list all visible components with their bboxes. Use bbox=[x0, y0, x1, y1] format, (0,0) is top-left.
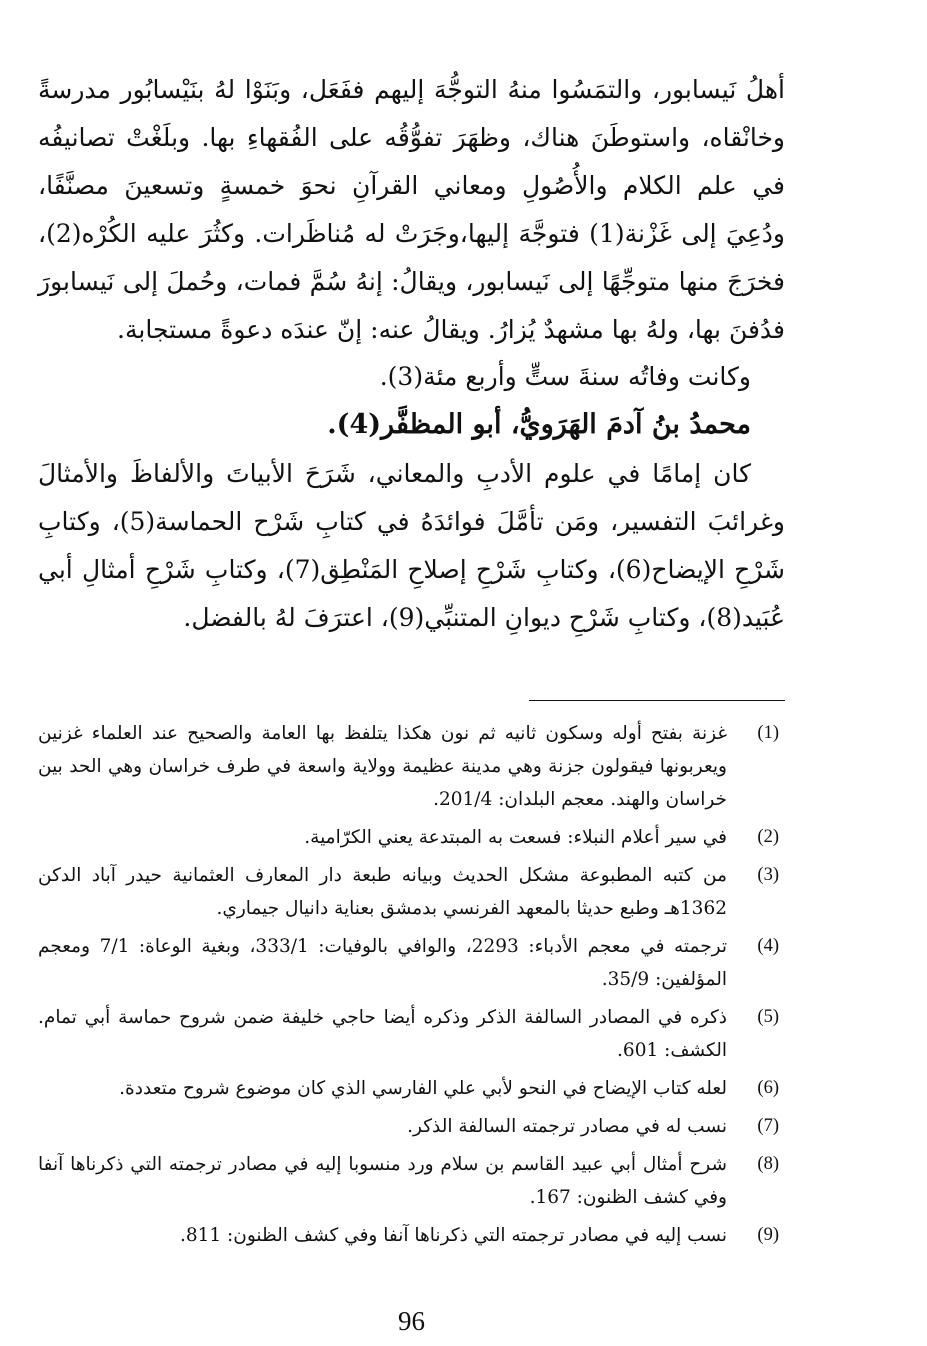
footnote-separator bbox=[529, 700, 785, 701]
footnote-number: (6) bbox=[757, 1078, 779, 1098]
footnote-text: ترجمته في معجم الأدباء: 2293، والوافي بالوفيات: 333/1، وبغية الوعاة: 7/1 ومعجم المؤلفين: 35/9. bbox=[38, 936, 728, 990]
footnote-number: (7) bbox=[757, 1116, 779, 1136]
footnote-number: (5) bbox=[757, 1007, 779, 1027]
page-number: 96 bbox=[398, 1306, 425, 1336]
biography-paragraph: كان إمامًا في علوم الأدبِ والمعاني، شَرَحَ الأبياتَ والألفاظَ والأمثالَ وغرائبَ التفسير، ومَن تأمَّلَ فوائدَهُ في كتابِ شَرْح الحماسة(5)، وكتابِ شَرْحِ الإيضاح(6)، وكتابِ شَرْحِ إصلاحِ المَنْطِق(7)، وكتابِ شَرْحِ أمثالِ أبي عُبَيد(8)، وكتابِ شَرْحِ ديوانِ المتنبِّي(9)، اعترَفَ لهُ بالفضل. bbox=[38, 459, 786, 632]
biography-heading: محمدُ بنُ آدمَ الهَرَويُّ، أبو المظفَّر(4). bbox=[327, 409, 751, 440]
footnote-number: (2) bbox=[757, 827, 779, 847]
footnote-text: لعله كتاب الإيضاح في النحو لأبي علي الفارسي الذي كان موضوع شروح متعددة. bbox=[119, 1078, 727, 1099]
body-paragraph: أهلُ نَيسابور، والتمَسُوا منهُ التوجُّهَ إليهم ففَعَل، وبَنَوْا لهُ بنَيْسابُور مدرسةً وخانْقاه، واستوطَنَ هناك، وظهَرَ تفوُّقُه على الفُقهاءِ بها. وبلَغْتْ تصانيفُه في علم الكلام والأُصُولِ ومعاني القرآنِ نحوَ خمسةٍ وتسعينَ مصنَّفًا، ودُعِيَ إلى غَزْنة(1) فتوجَّهَ إليها،وجَرَتْ له مُناظَرات. وكثُرَ عليه الكُرْه(2)، فخرَجَ منها متوجِّهًا إلى نَيسابور، ويقالُ: إنهُ سُمَّ فمات، وحُملَ إلى نَيسابورَ فدُفنَ بها، ولهُ بها مشهدٌ يُزارُ. ويقالُ عنه: إنّ عندَه دعوةً مستجابة. bbox=[38, 75, 785, 344]
footnote-text: نسب إليه في مصادر ترجمته التي ذكرناها آنفا وفي كشف الظنون: 811. bbox=[179, 1225, 727, 1246]
footnote bbox=[38, 930, 785, 996]
footnote-text: ذكره في المصادر السالفة الذكر وذكره أيضا حاجي خليفة ضمن شروح حماسة أبي تمام. الكشف: 601. bbox=[38, 1007, 727, 1061]
footnote bbox=[38, 717, 785, 816]
footnote-text: في سير أعلام النبلاء: فسعت به المبتدعة يعني الكرّامية. bbox=[304, 827, 727, 848]
footnote-number: (9) bbox=[757, 1225, 779, 1245]
footnote-text: من كتبه المطبوعة مشكل الحديث وبيانه طبعة دار المعارف العثمانية حيدر آباد الدكن 1362هـ وطبع حديثا بالمعهد الفرنسي بدمشق بعناية دانيال جيماري. bbox=[38, 865, 727, 919]
footnote-number: (8) bbox=[757, 1154, 779, 1174]
footnote bbox=[38, 1110, 785, 1143]
footnote bbox=[38, 1001, 785, 1067]
footnote-text: شرح أمثال أبي عبيد القاسم بن سلام ورد منسوبا إليه في مصادر ترجمته التي ذكرناها آنفا وفي كشف الظنون: 167. bbox=[38, 1154, 727, 1208]
footnote bbox=[38, 859, 785, 925]
footnotes bbox=[38, 717, 785, 1252]
footnote-number: (4) bbox=[757, 936, 779, 956]
footnote bbox=[38, 1219, 785, 1252]
footnote bbox=[38, 1072, 785, 1105]
footnote-text: غزنة بفتح أوله وسكون ثانيه ثم نون هكذا يتلفظ بها العامة والصحيح عند العلماء غزنين ويعربونها فيقولون جزنة وهي مدينة عظيمة وولاية واسعة في طرف خراسان وهي الحد بين خراسان والهند. معجم البلدان: 201/4. bbox=[38, 723, 727, 810]
footnote-text: نسب له في مصادر ترجمته السالفة الذكر. bbox=[407, 1116, 727, 1137]
footnote bbox=[38, 1148, 785, 1214]
footnote-number: (1) bbox=[757, 723, 779, 743]
footnote-number: (3) bbox=[757, 865, 779, 885]
footnote bbox=[38, 821, 785, 854]
death-date-paragraph: وكانت وفاتُه سنةَ ستٍّ وأربع مئة(3). bbox=[379, 362, 751, 391]
